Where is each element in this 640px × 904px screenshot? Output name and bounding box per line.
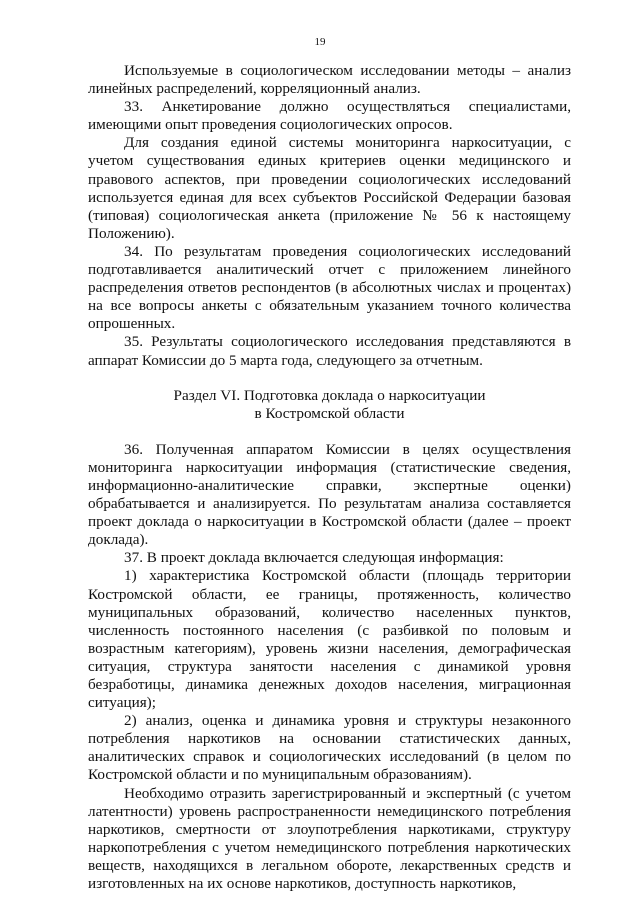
- document-body: [88, 62, 571, 893]
- paragraph-36: 36. Полученная аппаратом Комиссии в целях осуществления мониторинга наркоситуации информация (статистические сведения, информационно-аналитические справки, экспертные оценки) обрабатывается и анализируется. По результатам анализа составляется проект доклада о наркоситуации в Костромской области (далее – проект доклада).: [88, 440, 571, 549]
- paragraph-33: 33. Анкетирование должно осуществляться специалистами, имеющими опыт проведения социологических опросов.: [88, 98, 571, 134]
- section-heading: [88, 387, 571, 423]
- paragraph-35: 35. Результаты социологического исследования представляются в аппарат Комиссии до 5 марта года, следующего за отчетным.: [88, 333, 571, 369]
- list-item-2: 2) анализ, оценка и динамика уровня и структуры незаконного потребления наркотиков на основании статистических данных, аналитических справок и социологических исследований (в целом по Костромской области и по муниципальным образованиям).: [88, 712, 571, 784]
- list-item-1: 1) характеристика Костромской области (площадь территории Костромской области, ее границы, протяженность, количество муниципальных образований, количество населенных пунктов, численность постоянного населения (с разбивкой по половым и возрастным категориям), уровень жизни населения, демографическая ситуация, структура занятости населения с динамикой уровня безработицы, динамика денежных доходов населения, миграционная ситуация);: [88, 567, 571, 712]
- section-heading-line-1: Раздел VI. Подготовка доклада о наркоситуации: [173, 386, 486, 404]
- paragraph-methods: Используемые в социологическом исследовании методы – анализ линейных распределений, корреляционный анализ.: [88, 62, 571, 98]
- paragraph-reflect: Необходимо отразить зарегистрированный и экспертный (с учетом латентности) уровень распространенности немедицинского потребления наркотиков, смертности от злоупотребления наркотиками, структуру наркопотребления с учетом немедицинского потребления наркотических веществ, находящихся в легальном обороте, лекарственных средств и изготовленных на их основе наркотиков, доступность наркотиков,: [88, 784, 571, 893]
- section-heading-line-2: в Костромской области: [254, 404, 405, 422]
- paragraph-unified-survey: Для создания единой системы мониторинга наркоситуации, с учетом существования единых критериев оценки медицинского и правового аспектов, при проведении социологических исследований используется единая для всех субъектов Российской Федерации базовая (типовая) социологическая анкета (приложение № 56 к настоящему Положению).: [88, 134, 571, 242]
- paragraph-37: 37. В проект доклада включается следующая информация:: [124, 549, 504, 567]
- page-number: 19: [314, 36, 326, 48]
- paragraph-34: 34. По результатам проведения социологических исследований подготавливается аналитический отчет с приложением линейного распределения ответов респондентов (в абсолютных числах и процентах) на все вопросы анкеты с обязательным указанием точного количества опрошенных.: [88, 242, 571, 333]
